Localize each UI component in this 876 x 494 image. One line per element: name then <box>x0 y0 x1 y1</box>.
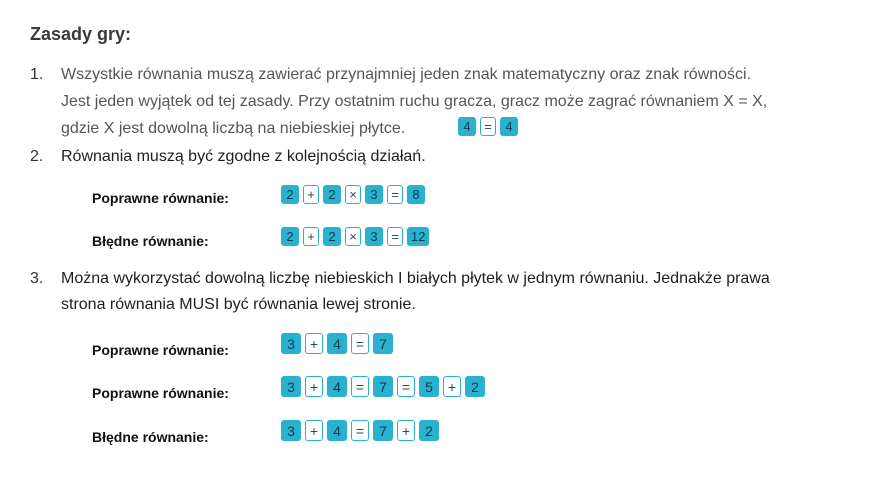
tile-operator: + <box>303 227 319 246</box>
tile-number: 4 <box>458 117 476 136</box>
tile-number: 3 <box>281 376 301 397</box>
tile-operator: + <box>443 376 461 397</box>
inline-example-tiles <box>458 117 518 136</box>
tile-number: 2 <box>419 420 439 441</box>
tile-number: 4 <box>327 376 347 397</box>
tile-operator: = <box>480 117 496 136</box>
tile-number: 7 <box>373 420 393 441</box>
tile-operator: = <box>351 376 369 397</box>
tile-number: 2 <box>281 185 299 204</box>
tile-number: 3 <box>281 333 301 354</box>
tile-operator: = <box>397 376 415 397</box>
rule-2-number: 2. <box>30 148 44 165</box>
tile-operator: = <box>387 227 403 246</box>
tile-operator: + <box>397 420 415 441</box>
tile-operator: × <box>345 227 361 246</box>
tile-number: 3 <box>281 420 301 441</box>
tile-operator: = <box>351 420 369 441</box>
tile-number: 3 <box>365 227 383 246</box>
tile-number: 2 <box>465 376 485 397</box>
rule-1-line-3: gdzie X jest dowolną liczbą na niebieskiej płytce. <box>61 120 406 137</box>
tile-operator: + <box>305 420 323 441</box>
tile-number: 2 <box>281 227 299 246</box>
rule-3-number: 3. <box>30 270 44 287</box>
page-title: Zasady gry: <box>30 24 132 44</box>
tile-number: 4 <box>500 117 518 136</box>
example-1-label: Poprawne równanie: <box>92 190 229 206</box>
tile-number: 7 <box>373 376 393 397</box>
example-4-tiles <box>281 376 485 397</box>
rule-2-line-1: Równania muszą być zgodne z kolejnością działań. <box>61 148 426 165</box>
tile-number: 2 <box>323 227 341 246</box>
example-4-label: Poprawne równanie: <box>92 385 229 401</box>
example-2-tiles <box>281 227 429 246</box>
tile-operator: + <box>303 185 319 204</box>
example-1-tiles <box>281 185 425 204</box>
example-5-label: Błędne równanie: <box>92 429 209 445</box>
tile-number: 4 <box>327 333 347 354</box>
tile-operator: = <box>387 185 403 204</box>
tile-number: 8 <box>407 185 425 204</box>
rule-3-line-2: strona równania MUSI być równania lewej stronie. <box>61 296 416 313</box>
tile-number: 4 <box>327 420 347 441</box>
tile-operator: + <box>305 333 323 354</box>
example-3-tiles <box>281 333 393 354</box>
tile-number: 12 <box>407 227 429 246</box>
rule-1-line-1: Wszystkie równania muszą zawierać przynajmniej jeden znak matematyczny oraz znak równości. <box>61 66 752 83</box>
example-2-label: Błędne równanie: <box>92 233 209 249</box>
tile-operator: × <box>345 185 361 204</box>
rule-3-line-1: Można wykorzystać dowolną liczbę niebieskich I białych płytek w jednym równaniu. Jednakże prawa <box>61 270 770 287</box>
tile-number: 3 <box>365 185 383 204</box>
tile-operator: + <box>305 376 323 397</box>
example-3-label: Poprawne równanie: <box>92 342 229 358</box>
rule-1-line-2: Jest jeden wyjątek od tej zasady. Przy ostatnim ruchu gracza, gracz może zagrać równaniem X = X, <box>61 93 768 110</box>
example-5-tiles <box>281 420 439 441</box>
tile-number: 5 <box>419 376 439 397</box>
tile-number: 7 <box>373 333 393 354</box>
tile-number: 2 <box>323 185 341 204</box>
tile-operator: = <box>351 333 369 354</box>
rule-1-number: 1. <box>30 66 44 83</box>
